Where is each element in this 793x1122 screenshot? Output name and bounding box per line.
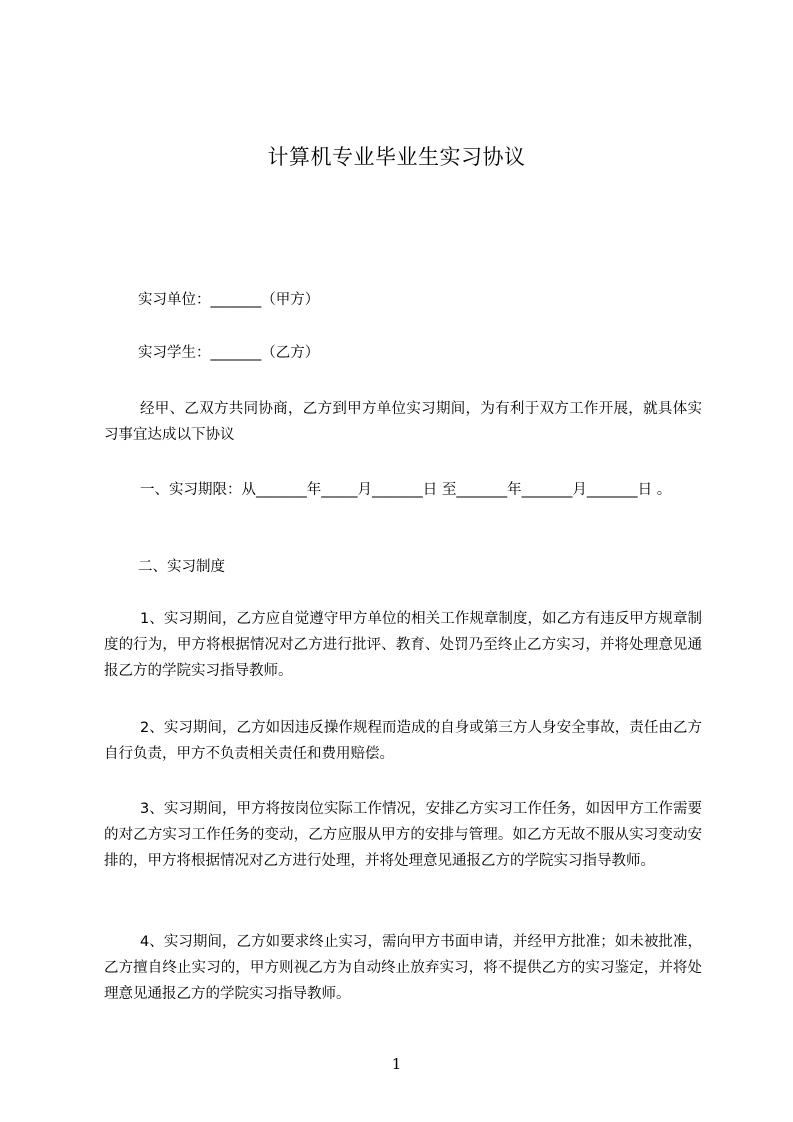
clause-2: 2、实习期间，乙方如因违反操作规程而造成的自身或第三方人身安全事故，责任由乙方自行负责，甲方不负责相关责任和费用赔偿。 [104,720,702,762]
page-number: 1 [391,1055,402,1073]
internship-student-line: 实习学生：_______（乙方） [138,345,320,361]
internship-unit-line: 实习单位：_______（甲方） [138,292,320,308]
intro-paragraph: 经甲、乙双方共同协商，乙方到甲方单位实习期间，为有利于双方工作开展，就具体实习事宜达成以下协议 [104,401,702,443]
section-2-heading: 二、实习制度 [138,559,225,575]
clause-4: 4、实习期间，乙方如要求终止实习，需向甲方书面申请，并经甲方批准；如未被批准，乙方擅自终止实习的，甲方则视乙方为自动终止放弃实习，将不提供乙方的实习鉴定，并将处理意见通报乙方的学院实习指导教师。 [104,934,702,1002]
section-1-term: 一、实习期限：从_______年_____月_______日 至_______年_______月_______日 。 [140,482,672,498]
clause-1: 1、实习期间，乙方应自觉遵守甲方单位的相关工作规章制度，如乙方有违反甲方规章制度的行为，甲方将根据情况对乙方进行批评、教育、处罚乃至终止乙方实习，并将处理意见通报乙方的学院实习指导教师。 [104,611,702,679]
clause-3: 3、实习期间，甲方将按岗位实际工作情况，安排乙方实习工作任务，如因甲方工作需要的对乙方实习工作任务的变动，乙方应服从甲方的安排与管理。如乙方无故不服从实习变动安排的，甲方将根据情况对乙方进行处理，并将处理意见通报乙方的学院实习指导教师。 [104,801,702,869]
document-title: 计算机专业毕业生实习协议 [267,145,526,169]
